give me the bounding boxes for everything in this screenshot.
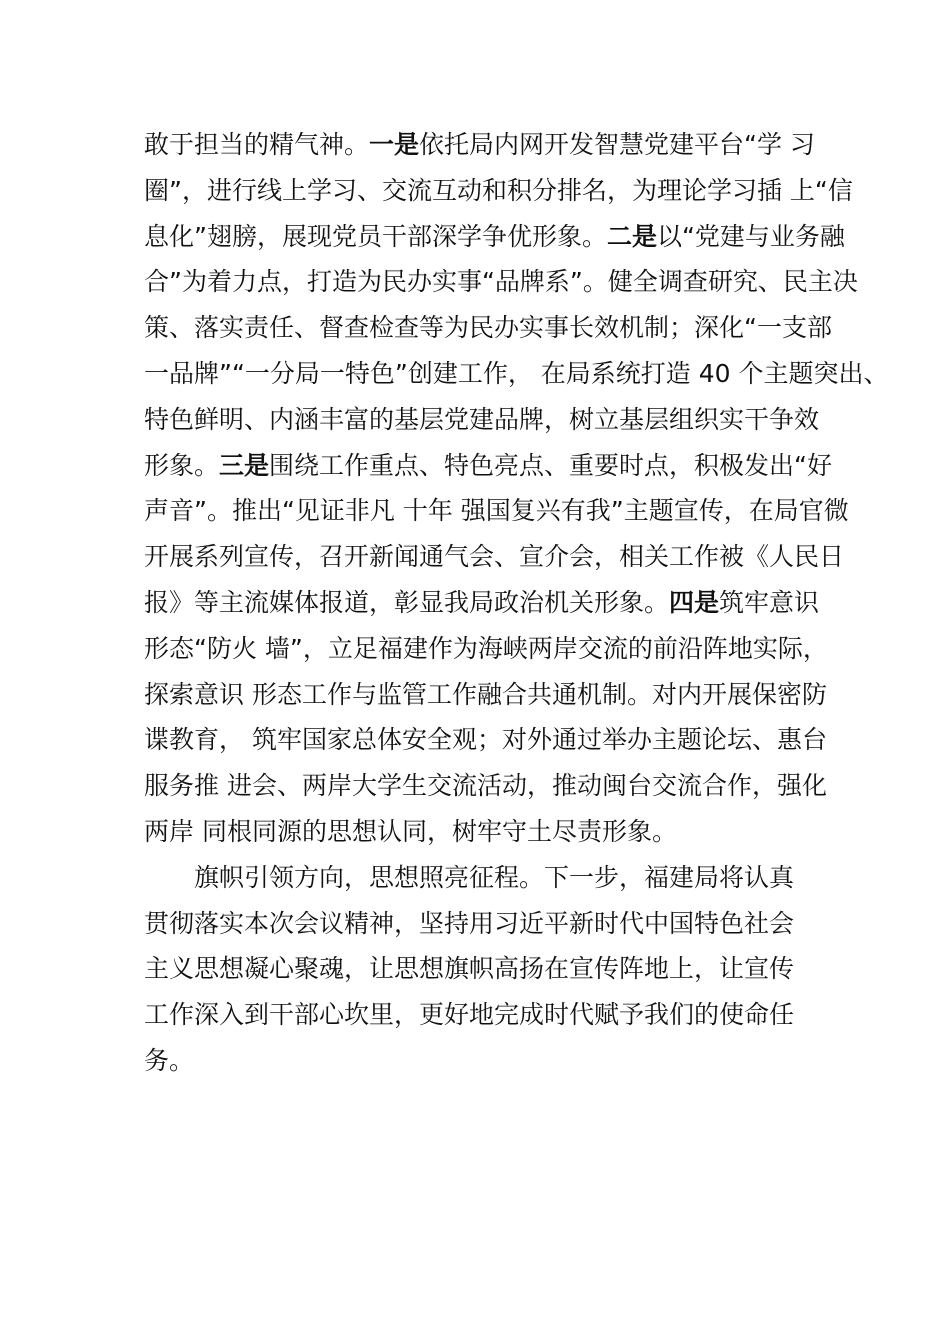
text-line xyxy=(144,443,844,489)
paragraph-2 xyxy=(144,855,844,1084)
text-segment: 形象。 xyxy=(144,450,220,480)
text-line xyxy=(144,214,844,260)
text-line xyxy=(144,397,844,443)
text-segment: 旗帜引领方向，思想照亮征程。下一步，福建局将认真 xyxy=(194,862,795,892)
text-segment: 依托局内网开发智慧党建平台“学 习 xyxy=(419,130,815,159)
text-segment: 两岸 同根同源的思想认同，树牢守土尽责形象。 xyxy=(144,816,677,846)
paragraph-1 xyxy=(144,122,889,855)
text-segment: 贯彻落实本次会议精神，坚持用习近平新时代中国特色社会 xyxy=(144,908,795,938)
text-segment: 务。 xyxy=(144,1045,195,1075)
text-line xyxy=(144,763,844,809)
text-line xyxy=(144,855,844,901)
text-line xyxy=(144,534,844,580)
text-segment: 形态“防火 墙”，立足福建作为海峡两岸交流的前沿阵地实际， xyxy=(144,633,828,663)
bold-ordinal: 一是 xyxy=(369,130,420,159)
document-body xyxy=(144,122,889,1084)
text-line xyxy=(144,305,844,351)
text-segment: 主义思想凝心聚魂，让思想旗帜高扬在宣传阵地上，让宣传 xyxy=(144,954,795,984)
text-segment: 开展系列宣传，召开新闻通气会、宣介会，相关工作被《人民日 xyxy=(144,542,845,572)
text-segment: 筑牢意识 xyxy=(719,587,820,617)
text-segment: 工作深入到干部心坎里，更好地完成时代赋予我们的使命任 xyxy=(144,1000,795,1030)
text-line xyxy=(144,351,889,397)
text-line xyxy=(144,1038,844,1084)
text-line xyxy=(144,580,844,626)
text-segment: 声音”。推出“见证非凡 十年 强国复兴有我”主题宣传，在局官微 xyxy=(144,496,849,526)
bold-ordinal: 三是 xyxy=(219,450,270,480)
text-segment: 围绕工作重点、特色亮点、重要时点，积极发出“好 xyxy=(269,450,832,480)
text-segment: 谍教育， 筑牢国家总体安全观；对外通过举办主题论坛、惠台 xyxy=(144,725,827,755)
text-line xyxy=(144,488,849,534)
text-line xyxy=(144,626,844,672)
text-segment: 以“党建与业务融 xyxy=(656,221,845,251)
text-line xyxy=(144,122,844,168)
bold-ordinal: 四是 xyxy=(669,587,720,617)
bold-ordinal: 二是 xyxy=(606,221,657,251)
text-segment: 特色鲜明、内涵丰富的基层党建品牌，树立基层组织实干争效 xyxy=(144,404,820,434)
text-segment: 服务推 进会、两岸大学生交流活动，推动闽台交流合作，强化 xyxy=(144,771,827,801)
text-line xyxy=(144,809,844,855)
text-segment: 策、落实责任、督查检查等为民办实事长效机制；深化“一支部 xyxy=(144,313,832,343)
text-line xyxy=(144,259,858,305)
text-line xyxy=(144,946,844,992)
text-line xyxy=(144,901,844,947)
text-segment: 合”为着力点，打造为民办实事“品牌系”。健全调查研究、民主决 xyxy=(144,267,858,297)
text-line xyxy=(144,992,844,1038)
text-segment: 敢于担当的精气神。 xyxy=(144,130,370,159)
text-segment: 探索意识 形态工作与监管工作融合共通机制。对内开展保密防 xyxy=(144,679,827,709)
text-line xyxy=(144,717,844,763)
text-segment: 一品牌”“一分局一特色”创建工作， 在局系统打造 40 个主题突出、 xyxy=(144,358,889,388)
text-segment: 圈”，进行线上学习、交流互动和积分排名，为理论学习插 上“信 xyxy=(144,175,853,205)
text-line xyxy=(144,672,844,718)
text-segment: 息化”翅膀，展现党员干部深学争优形象。 xyxy=(144,221,607,251)
text-segment: 报》等主流媒体报道，彰显我局政治机关形象。 xyxy=(144,587,670,617)
text-line xyxy=(144,168,853,214)
